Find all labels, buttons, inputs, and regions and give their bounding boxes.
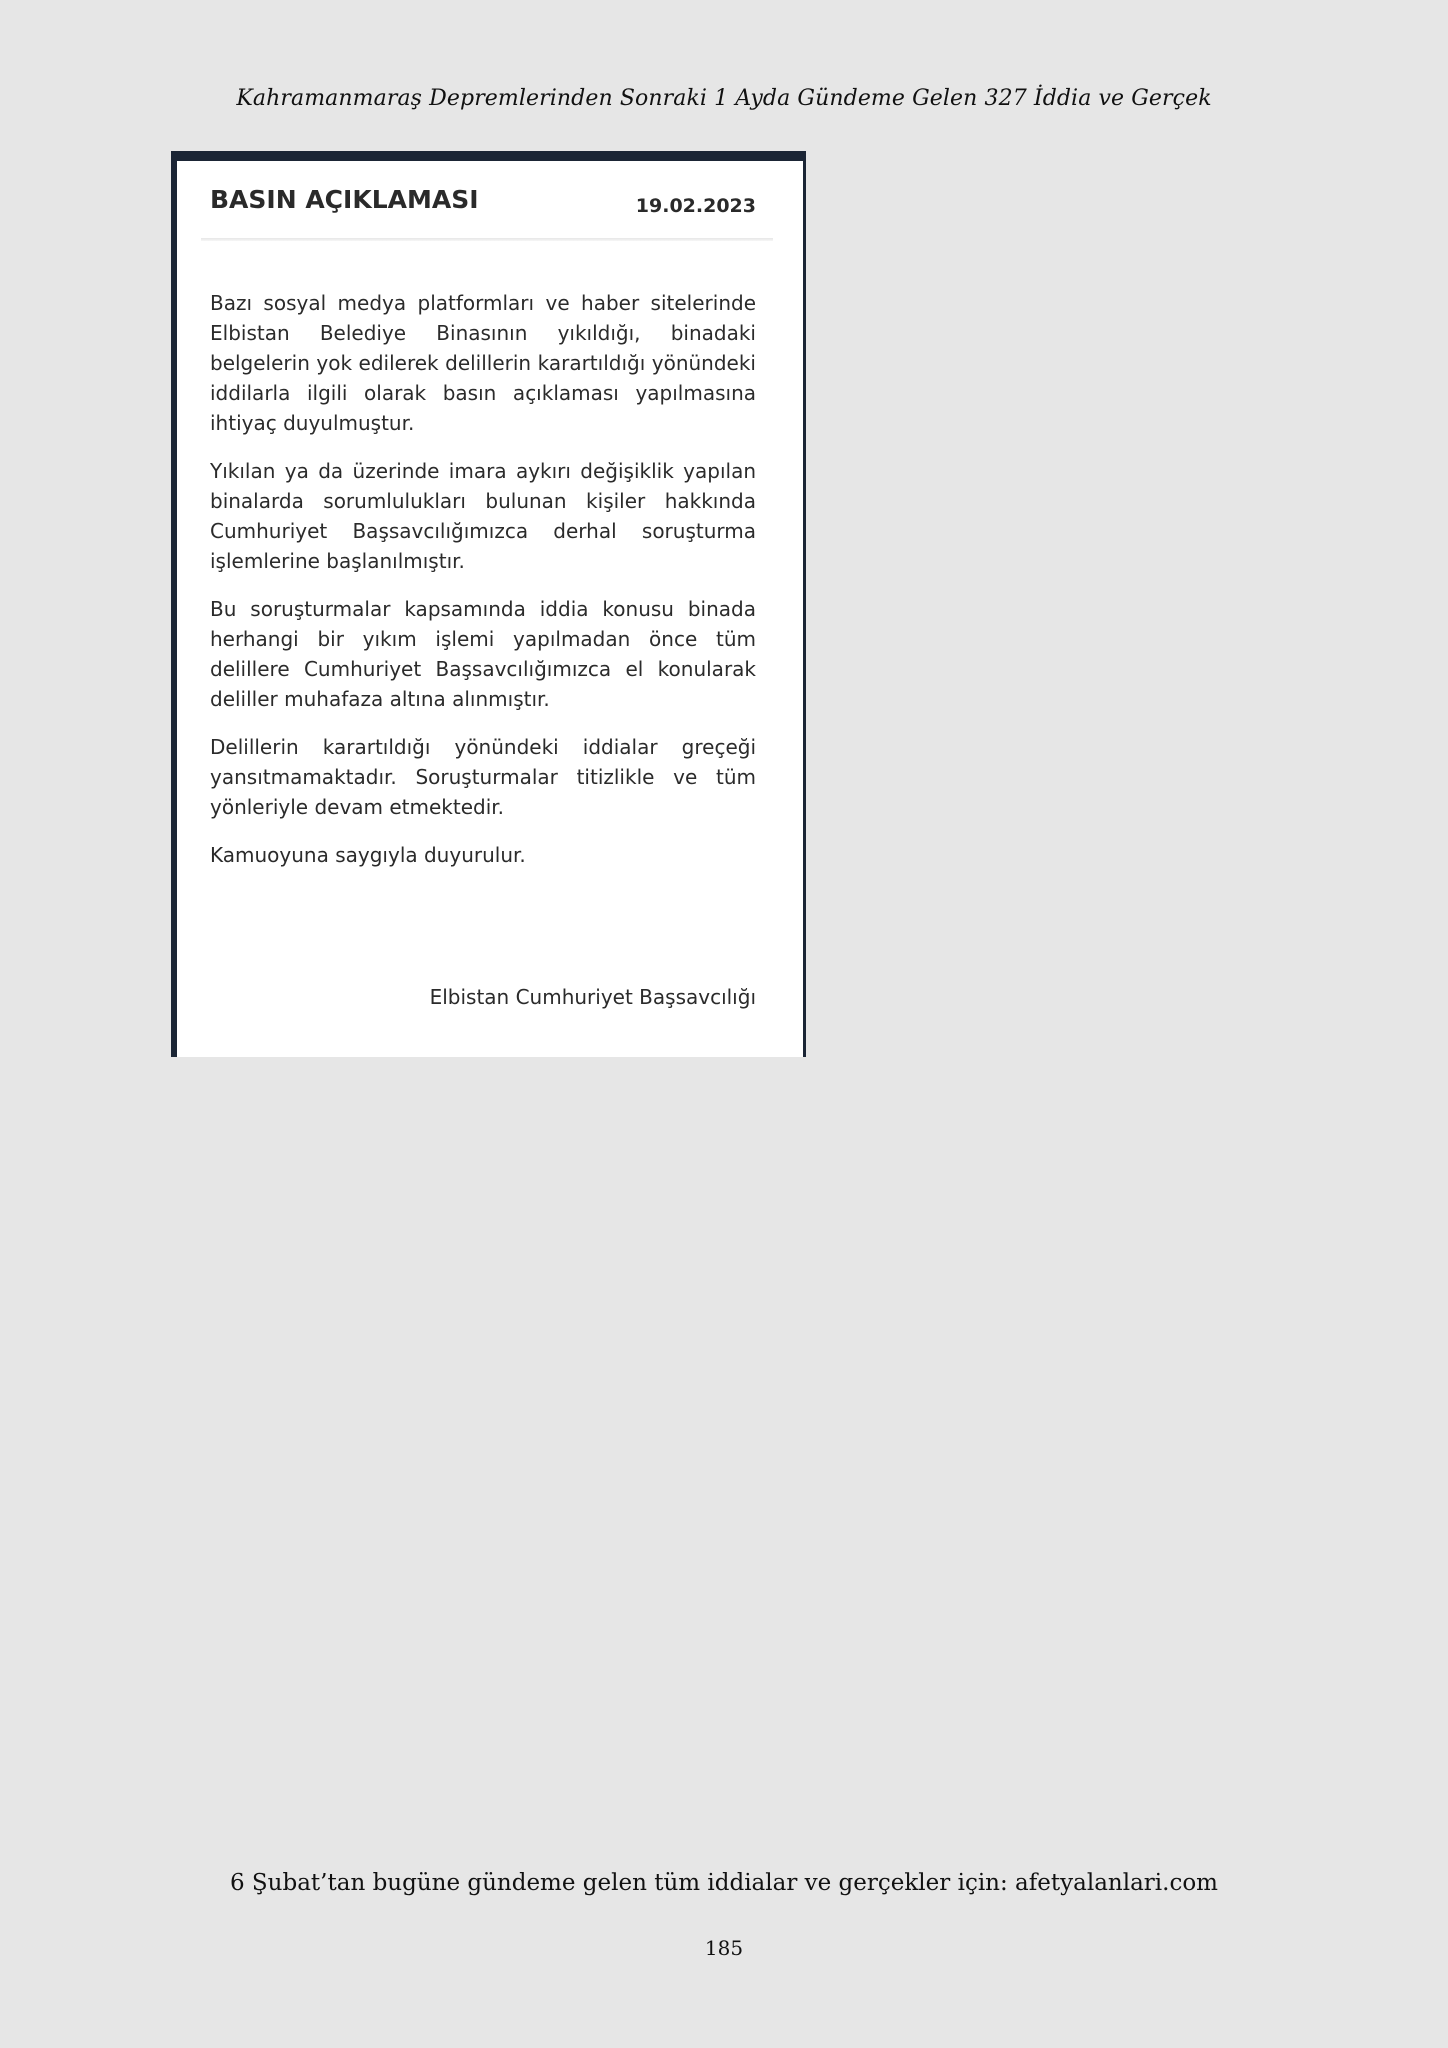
divider [201, 238, 773, 241]
paragraph: Yıkılan ya da üzerinde imara aykırı değişiklik yapılan binalarda sorumlulukları bulunan kişiler hakkında Cumhuriyet Başsavcılığımızca derhal soruşturma işlemlerine başlanılmıştır. [210, 459, 756, 573]
press-release-date: 19.02.2023 [635, 195, 756, 217]
paragraph: Kamuoyuna saygıyla duyurulur. [210, 843, 526, 867]
footer-text: 6 Şubat’tan bugüne gündeme gelen tüm iddialar ve gerçekler için: afetyalanlari.com [229, 1870, 1218, 1896]
press-release-body [210, 288, 756, 888]
signature: Elbistan Cumhuriyet Başsavcılığı [429, 985, 756, 1009]
press-release-title: BASIN AÇIKLAMASI [210, 185, 479, 214]
page-number: 185 [704, 1936, 744, 1960]
paragraph: Bazı sosyal medya platformları ve haber sitelerinde Elbistan Belediye Binasının yıkıldığı, binadaki belgelerin yok edilerek delillerin karartıldığı yönündeki iddilarla ilgili olarak basın açıklaması yapılmasına ihtiyaç duyulmuştur. [210, 291, 756, 435]
running-header: Kahramanmaraş Depremlerinden Sonraki 1 Ayda Gündeme Gelen 327 İddia ve Gerçek [236, 86, 1212, 111]
press-release-screenshot [171, 151, 806, 1057]
paragraph: Bu soruşturmalar kapsamında iddia konusu binada herhangi bir yıkım işlemi yapılmadan önce tüm delillere Cumhuriyet Başsavcılığımızca el konularak deliller muhafaza altına alınmıştır. [210, 597, 756, 711]
paragraph: Delillerin karartıldığı yönündeki iddialar greçeği yansıtmamaktadır. Soruşturmalar titizlikle ve tüm yönleriyle devam etmektedir. [210, 735, 756, 819]
press-release-card [177, 161, 803, 1057]
